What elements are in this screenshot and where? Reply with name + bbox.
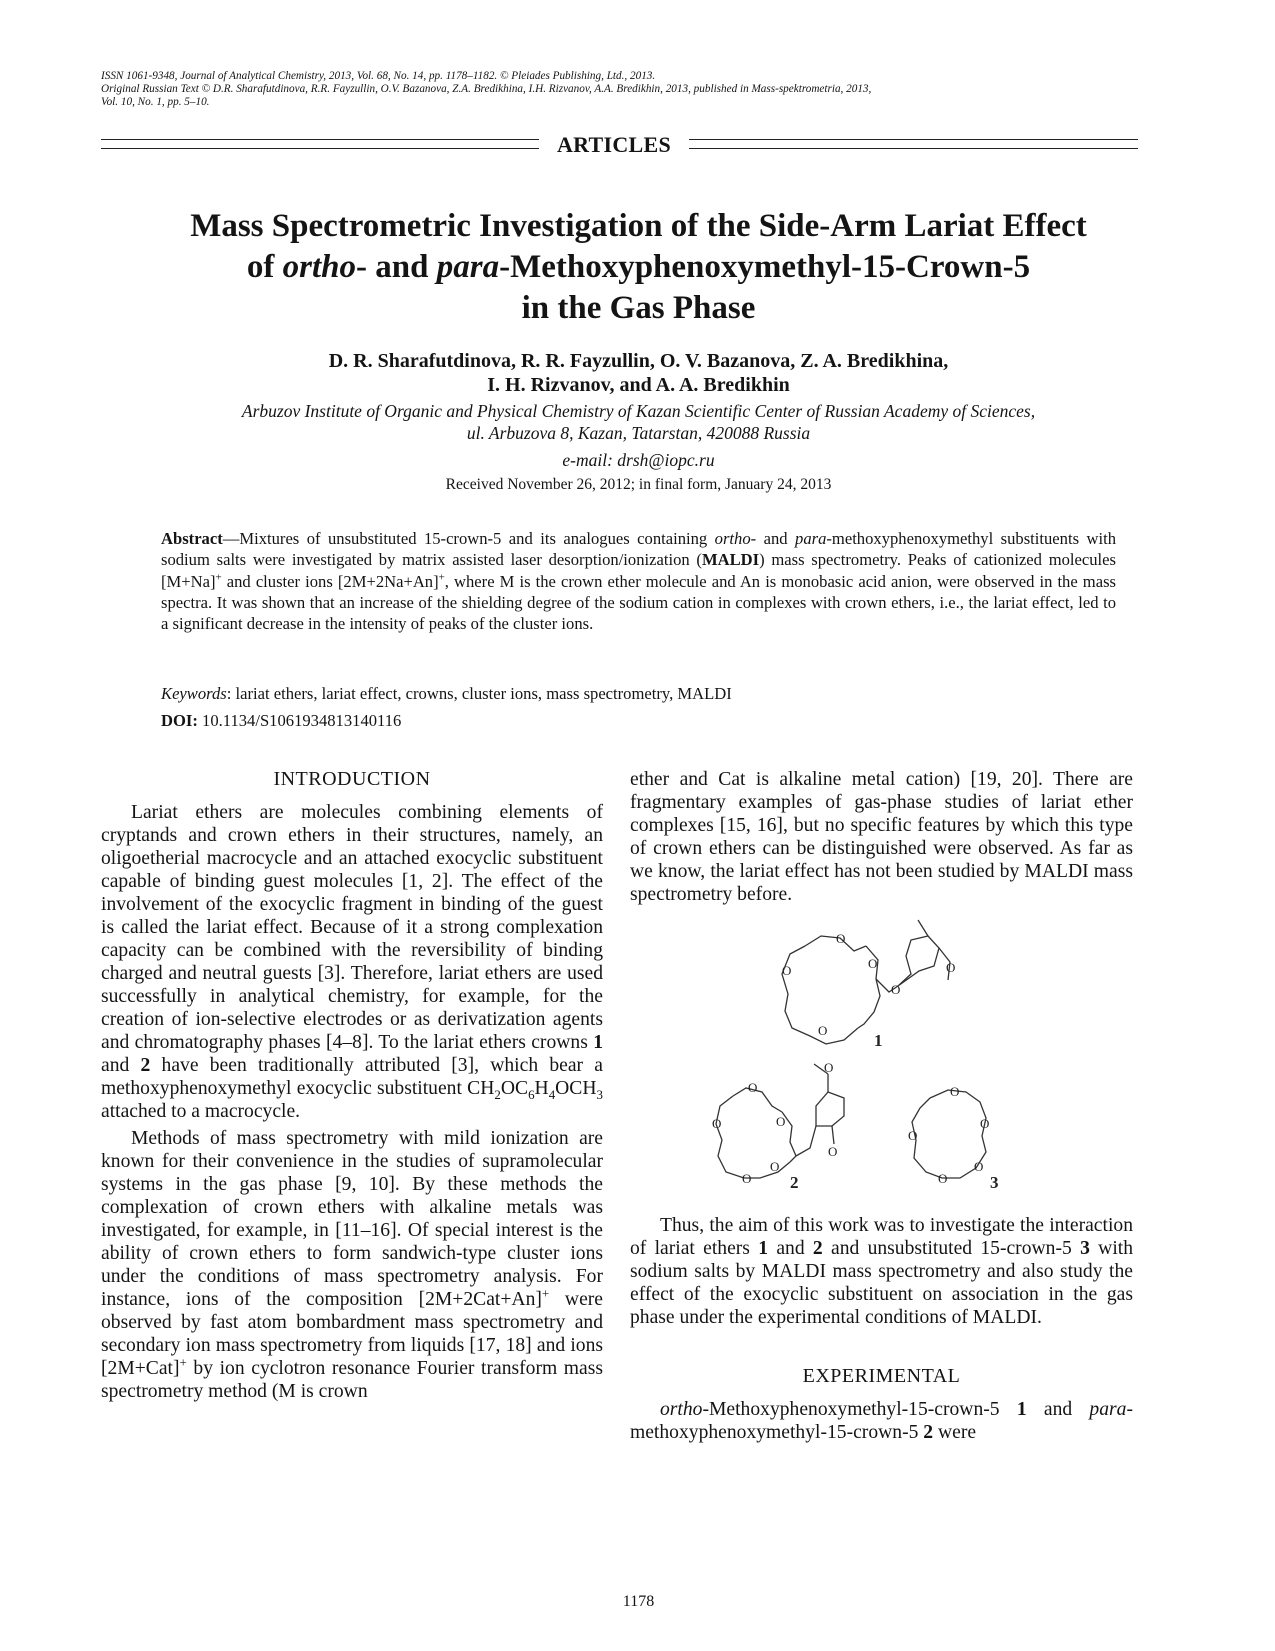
affiliation <box>101 400 1176 444</box>
doi-text: 10.1134/S1061934813140116 <box>197 711 402 730</box>
title-line-1: Mass Spectrometric Investigation of the Side-Arm Lariat Effect <box>190 208 1087 244</box>
oxygen-atom: O <box>828 1144 838 1159</box>
doi-label: DOI: <box>161 711 198 730</box>
received-dates: Received November 26, 2012; in final form, January 24, 2013 <box>445 476 832 493</box>
body-text: and <box>1026 1399 1090 1420</box>
page-number: 1178 <box>622 1593 655 1610</box>
subscript: 2 <box>494 1086 501 1102</box>
structure-3-atoms <box>908 1084 999 1192</box>
oxygen-atom: O <box>742 1171 752 1186</box>
keywords <box>161 684 1116 704</box>
title-text: of <box>246 249 283 285</box>
oxygen-atom: O <box>974 1159 984 1174</box>
oxygen-atom: O <box>776 1114 786 1129</box>
compound-ref: 1 <box>758 1238 769 1259</box>
abstract-text: ) mass spectrometry. Peaks of cationized molecules [M+Na] <box>161 550 1116 591</box>
body-text: -Methoxyphenoxymethyl-15-crown-5 <box>702 1399 1017 1420</box>
abstract-text: Mixtures of unsubstituted 15-crown-5 and its analogues containing <box>239 529 715 548</box>
oxygen-atom: O <box>946 960 956 975</box>
abstract-superscript: + <box>215 571 222 584</box>
body-text: with sodium salts by MALDI mass spectrometry and also study the effect of the exocyclic substituent on association in the gas phase under the experimental conditions of MALDI. <box>630 1238 1134 1328</box>
title-text: -Methoxyphenoxymethyl-15-Crown-5 <box>499 249 1031 285</box>
compound-ref: 2 <box>923 1422 934 1443</box>
oxygen-atom: O <box>891 982 901 997</box>
experimental-paragraph-1 <box>630 1398 1133 1444</box>
journal-header <box>101 70 1176 109</box>
body-text: OC <box>500 1078 529 1099</box>
header-line-1: ISSN 1061-9348, Journal of Analytical Chemistry, 2013, Vol. 68, No. 14, pp. 1178–1182. © Pleiades Publishing, Ltd., 2013. <box>101 70 656 82</box>
body-text: Thus, the aim of this work was to investigate the interaction of lariat ethers <box>630 1215 1133 1259</box>
compound-ref: 2 <box>140 1055 151 1076</box>
oxygen-atom: O <box>824 1060 834 1075</box>
italic-text: para <box>1089 1399 1127 1420</box>
affiliation-line-2: ul. Arbuzova 8, Kazan, Tatarstan, 420088 Russia <box>466 423 811 443</box>
oxygen-atom: O <box>748 1080 758 1095</box>
oxygen-atom: O <box>980 1116 990 1131</box>
subscript: 3 <box>596 1086 603 1102</box>
subscript: 4 <box>548 1086 556 1102</box>
body-text: Lariat ethers are molecules combining elements of cryptands and crown ethers in their structures, namely, an oligoetherial macrocycle and an attached exocyclic substituent capable of binding guest molecules [1, 2]. The effect of the involvement of the exocyclic fragment in binding of the guest is called the lariat effect. Because of it a strong complexation capacity can be combined with the reversibility of binding charged and neutral guests [3]. Therefore, lariat ethers are used successfully in analytical chemistry, for example, for the creation of ion-selective electrodes or as derivatization agents and chromatography phases [4–8]. To the lariat ethers crowns <box>101 802 603 1053</box>
body-text: were observed by fast atom bombardment mass spectrometry and secondary ion mass spectrometry from liquids [17, 18] and ions [2M+Cat] <box>101 1289 603 1379</box>
compound-label-2: 2 <box>790 1173 799 1192</box>
structure-1-bonds <box>782 920 950 1044</box>
oxygen-atom: O <box>836 931 846 946</box>
compound-ref: 2 <box>812 1238 823 1259</box>
body-text: have been traditionally attributed [3], which bear a methoxyphenoxymethyl exocyclic substituent CH <box>101 1055 603 1099</box>
intro-paragraph-3: ether and Cat is alkaline metal cation) [19, 20]. There are fragmentary examples of gas-phase studies of lariat ether complexes [15, 16], but no specific features by which this type of crown ethers can be distinguished were observed. As far as we know, the lariat effect has not been studied by MALDI mass spectrometry before. <box>630 769 1133 905</box>
title-italic-ortho: ortho <box>282 249 357 285</box>
section-rule-right <box>689 139 1138 149</box>
body-text: and <box>101 1055 141 1076</box>
body-text: attached to a macrocycle. <box>101 1101 301 1122</box>
email-address: e-mail: drsh@iopc.ru <box>562 450 715 470</box>
authors-line-2: I. H. Rizvanov, and A. A. Bredikhin <box>487 374 790 396</box>
section-label: ARTICLES <box>556 132 672 157</box>
right-column <box>630 768 1133 1444</box>
abstract-text: -methoxyphenoxymethyl substituents with sodium salts were investigated by matrix assisted laser desorption/ionization ( <box>161 529 1116 570</box>
title-italic-para: para <box>436 249 500 285</box>
oxygen-atom: O <box>938 1171 948 1186</box>
oxygen-atom: O <box>950 1084 960 1099</box>
oxygen-atom: O <box>868 956 878 971</box>
abstract-superscript: + <box>438 571 445 584</box>
intro-paragraph-1 <box>101 801 603 1123</box>
oxygen-atom: O <box>908 1128 918 1143</box>
title-text: - and <box>356 249 437 285</box>
body-text: OCH <box>555 1078 597 1099</box>
compound-label-3: 3 <box>990 1173 999 1192</box>
oxygen-atom: O <box>782 963 792 978</box>
body-text: Methods of mass spectrometry with mild ionization are known for their convenience in the studies of supramolecular systems in the gas phase [9, 10]. By these methods the complexation of crown ethers with alkaline metals was investigated, for example, in [11–16]. Of special interest is the ability of crown ethers to form sandwich-type cluster ions under the conditions of mass spectrometry analysis. For instance, ions of the composition [2M+2Cat+An] <box>101 1128 603 1310</box>
header-line-3: Vol. 10, No. 1, pp. 5–10. <box>101 96 210 108</box>
intro-paragraph-4 <box>630 1214 1133 1329</box>
oxygen-atom: O <box>712 1116 722 1131</box>
body-text: were <box>933 1422 977 1443</box>
subscript: 6 <box>528 1086 535 1102</box>
compound-ref: 1 <box>593 1032 603 1053</box>
body-text: by ion cyclotron resonance Fourier transform mass spectrometry method (M is crown <box>101 1358 603 1402</box>
title-line-2 <box>101 247 1176 288</box>
abstract-bold: MALDI <box>701 550 760 570</box>
header-line-2: Original Russian Text © D.R. Sharafutdinova, R.R. Fayzullin, O.V. Bazanova, Z.A. Bredikhina, I.H. Rizvanov, A.A. Bredikhin, 2013, published in Mass-spektrometria, 2013, <box>101 83 872 95</box>
keywords-text: : lariat ethers, lariat effect, crowns, cluster ions, mass spectrometry, MALDI <box>226 684 732 703</box>
doi <box>161 711 1116 731</box>
keywords-label: Keywords <box>161 684 227 703</box>
crown-ether-structures-figure <box>630 916 1133 1206</box>
oxygen-atom: O <box>770 1159 780 1174</box>
compound-ref: 3 <box>1080 1238 1090 1259</box>
abstract <box>161 528 1116 634</box>
section-heading-introduction: INTRODUCTION <box>273 768 431 790</box>
abstract-dash: — <box>222 529 240 548</box>
italic-text: ortho <box>660 1399 703 1420</box>
abstract-text: and cluster ions [2M+2Na+An] <box>221 571 439 591</box>
abstract-italic: ortho <box>714 529 751 548</box>
section-heading-experimental: EXPERIMENTAL <box>802 1365 961 1387</box>
body-text: H <box>534 1078 549 1099</box>
abstract-text: , where M is the crown ether molecule and An is monobasic acid anion, were observed in the mass spectra. It was shown that an increase of the shielding degree of the sodium cation in complexes with crown ethers, i.e., the lariat effect, led to a significant decrease in the intensity of peaks of the cluster ions. <box>161 571 1116 634</box>
abstract-label: Abstract <box>161 529 223 548</box>
superscript: + <box>541 1285 550 1301</box>
abstract-text: - and <box>750 529 796 548</box>
intro-paragraph-2 <box>101 1127 603 1403</box>
left-column <box>101 768 603 1403</box>
author-list <box>101 349 1176 397</box>
section-rule-left <box>101 139 539 149</box>
body-text: and unsubstituted 15-crown-5 <box>822 1238 1081 1259</box>
oxygen-atom: O <box>818 1023 828 1038</box>
compound-label-1: 1 <box>874 1031 883 1050</box>
article-title <box>101 206 1176 329</box>
body-text: -methoxyphenoxymethyl-15-crown-5 <box>630 1399 1133 1443</box>
authors-line-1: D. R. Sharafutdinova, R. R. Fayzullin, O. V. Bazanova, Z. A. Bredikhina, <box>328 350 949 372</box>
affiliation-line-1: Arbuzov Institute of Organic and Physical Chemistry of Kazan Scientific Center of Russian Academy of Sciences, <box>241 401 1036 421</box>
title-line-3: in the Gas Phase <box>521 290 756 326</box>
abstract-italic: para <box>795 529 827 548</box>
body-text: and <box>768 1238 813 1259</box>
superscript: + <box>179 1354 187 1370</box>
compound-ref: 1 <box>1016 1399 1027 1420</box>
